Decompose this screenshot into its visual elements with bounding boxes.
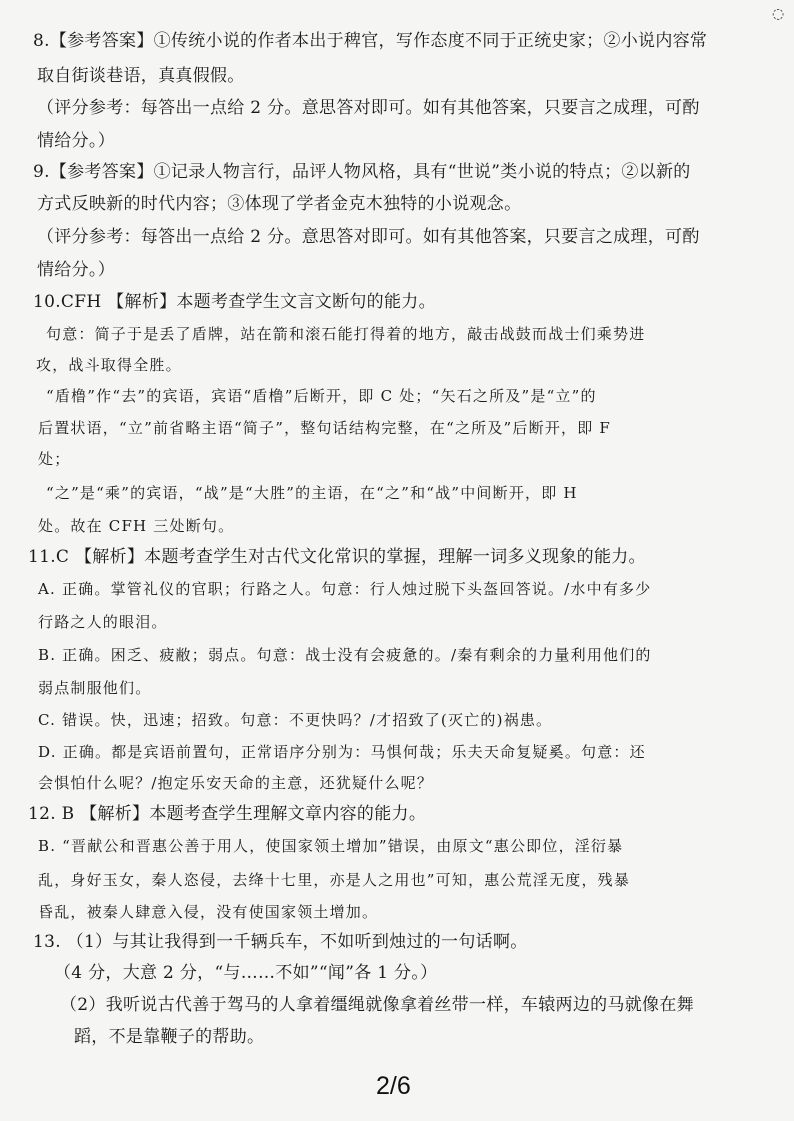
q13-part-2: （2）我听说古代善于驾马的人拿着缰绳就像拿着丝带一样，车辕两边的马就像在舞 <box>60 995 694 1015</box>
q9-scoring-line-2: 情给分。） <box>37 260 115 280</box>
q9-scoring-line-1: （评分参考：每答出一点给 2 分。意思答对即可。如有其他答案，只要言之成理，可酌 <box>37 227 700 247</box>
q11-option-d: 会惧怕什么呢？/抱定乐安天命的主意，还犹疑什么呢？ <box>38 774 434 792</box>
q12-heading: 12. B 【解析】本题考查学生理解文章内容的能力。 <box>28 804 427 824</box>
corner-scan-mark: ◌ <box>772 6 785 22</box>
q11-option-b: B. 正确。困乏、疲敝；弱点。句意：战士没有会疲惫的。/秦有剩余的力量利用他们的 <box>38 646 652 664</box>
q11-option-a: A. 正确。掌管礼仪的官职；行路之人。句意：行人烛过脱下头盔回答说。/水中有多少 <box>38 580 652 598</box>
q10-text: 后置状语，“立”前省略主语“简子”，整句话结构完整，在“之所及”后断开，即 F <box>38 419 611 437</box>
q10-text: “之”是“乘”的宾语，“战”是“大胜”的主语，在“之”和“战”中间断开，即 H <box>46 484 578 502</box>
q8-answer-line-1: 8.【参考答案】①传统小说的作者本出于稗官，写作态度不同于正统史家；②小说内容常 <box>33 31 708 51</box>
q10-text: “盾橹”作“去”的宾语，宾语“盾橹”后断开，即 C 处；“矢石之所及”是“立”的 <box>46 387 597 405</box>
q10-text: 处。故在 CFH 三处断句。 <box>38 517 235 535</box>
q12-text: B. “晋献公和晋惠公善于用人，使国家领土增加”错误，由原文“惠公即位，淫衍暴 <box>38 837 624 855</box>
q11-option-d: D. 正确。都是宾语前置句，正常语序分别为：马惧何哉；乐夫天命复疑奚。句意：还 <box>38 743 646 761</box>
q10-heading: 10.CFH 【解析】本题考查学生文言文断句的能力。 <box>33 292 436 312</box>
q11-option-a: 行路之人的眼泪。 <box>38 613 168 631</box>
q8-scoring-line-1: （评分参考：每答出一点给 2 分。意思答对即可。如有其他答案，只要言之成理，可酌 <box>37 98 700 118</box>
q12-text: 昏乱，被秦人肆意入侵，没有使国家领土增加。 <box>38 903 379 921</box>
q13-part-1-scoring: （4 分，大意 2 分，“与……不如”“闻”各 1 分。） <box>54 963 438 983</box>
q8-answer-line-2: 取自街谈巷语，真真假假。 <box>37 66 245 86</box>
q13-part-1: 13. （1）与其让我得到一千辆兵车，不如听到烛过的一句话啊。 <box>33 932 528 952</box>
q11-heading: 11.C 【解析】本题考查学生对古代文化常识的掌握，理解一词多义现象的能力。 <box>28 547 646 567</box>
q10-text: 处； <box>38 450 71 468</box>
q13-part-2: 蹈，不是靠鞭子的帮助。 <box>74 1027 265 1047</box>
q12-text: 乱，身好玉女，秦人恣侵，去绛十七里，亦是人之用也”可知，惠公荒淫无度，残暴 <box>38 871 631 889</box>
page-number: 2/6 <box>376 1072 411 1100</box>
q8-scoring-line-2: 情给分。） <box>37 131 115 151</box>
q10-text: 句意：简子于是丢了盾牌，站在箭和滚石能打得着的地方，敲击战鼓而战士们乘势进 <box>46 325 646 343</box>
q10-text: 攻，战斗取得全胜。 <box>36 356 182 374</box>
q9-answer-line-2: 方式反映新的时代内容；③体现了学者金克木独特的小说观念。 <box>37 194 522 214</box>
q9-answer-line-1: 9.【参考答案】①记录人物言行，品评人物风格，具有“世说”类小说的特点；②以新的 <box>33 162 691 182</box>
q11-option-b: 弱点制服他们。 <box>38 679 152 697</box>
q11-option-c: C. 错误。快，迅速；招致。句意：不更快吗？/才招致了(灭亡的)祸患。 <box>38 711 553 729</box>
